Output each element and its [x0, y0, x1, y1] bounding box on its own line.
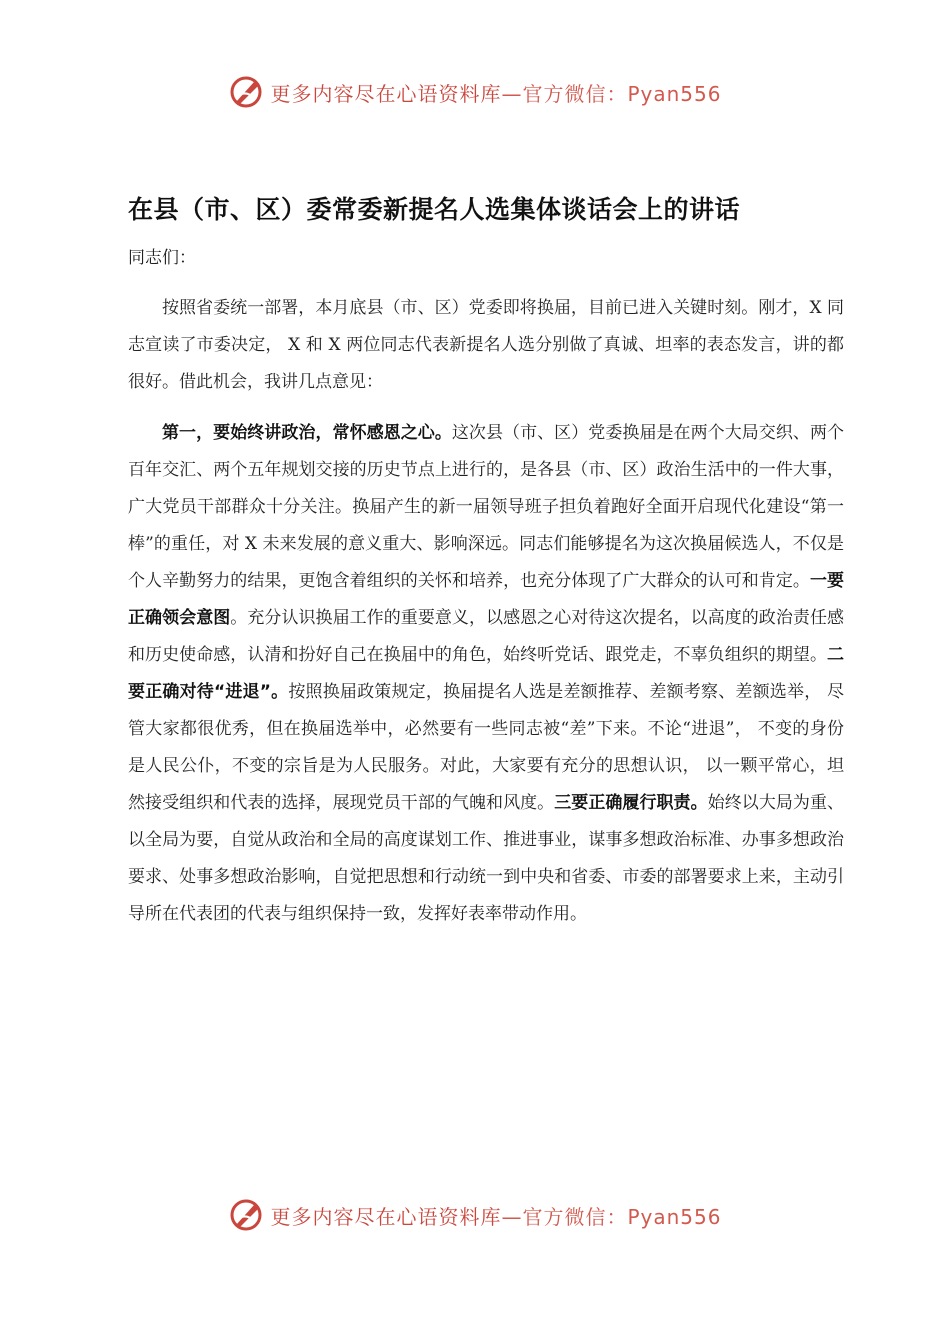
banner-text: [270, 1201, 721, 1230]
banner-text-main: 更多内容尽在心语资料库: [270, 1204, 502, 1229]
section-one-heading: 第一，要始终讲政治，常怀感恩之心。: [162, 423, 452, 443]
greeting: 同志们：: [128, 248, 196, 268]
document-title: 在县（市、区）委常委新提名人选集体谈话会上的讲话: [128, 195, 741, 224]
pen-seal-logo-icon: [228, 1197, 264, 1233]
point-three-heading: 三要正确履行职责。: [554, 793, 708, 813]
point-two-heading: 二要正确对待“进退”。: [128, 645, 844, 702]
section-one-text-4: 始终以大局为重、以全局为要，自觉从政治和全局的高度谋划工作、推进事业，谋事多想政治标准、办事多想政治要求、处事多想政治影响，自觉把思想和行动统一到中央和省委、市委的部署要求上来，主动引导所在代表团的代表与组织保持一致，发挥好表率带动作用。: [128, 793, 845, 924]
banner-text-wechat: —官方微信：Pyan556: [501, 1204, 722, 1229]
section-one-paragraph: [128, 415, 844, 933]
point-one-heading: 一要正确领会意图: [128, 571, 845, 628]
document-body: [128, 190, 844, 933]
banner-text-main: 更多内容尽在心语资料库: [270, 81, 502, 106]
intro-paragraph: 按照省委统一部署，本月底县（市、区）党委即将换届，目前已进入关键时刻。刚才，X 同志宣读了市委决定， X 和 X 两位同志代表新提名人选分别做了真诚、坦率的表态发言，讲的都很好。借此机会，我讲几点意见：: [128, 298, 844, 392]
banner-text-wechat: —官方微信：Pyan556: [501, 81, 722, 106]
header-watermark-banner: [0, 72, 950, 112]
pen-seal-logo-icon: [228, 74, 264, 110]
section-one-text-3: 按照换届政策规定，换届提名人选是差额推荐、差额考察、差额选举， 尽管大家都很优秀，但在换届选举中，必然要有一些同志被“差”下来。不论“进退”， 不变的身份是人民公仆，不变的宗旨是为人民服务。对此，大家要有充分的思想认识， 以一颗平常心，坦然接受组织和代表的选择，展现党员干部的气魄和风度。: [128, 682, 844, 813]
section-one-text-2: 。充分认识换届工作的重要意义，以感恩之心对待这次提名，以高度的政治责任感和历史使命感，认清和扮好自己在换届中的角色，始终听党话、跟党走，不辜负组织的期望。: [128, 608, 845, 665]
footer-watermark-banner: [0, 1195, 950, 1235]
banner-text: [270, 78, 721, 107]
section-one-text-1: 这次县（市、区）党委换届是在两个大局交织、两个百年交汇、两个五年规划交接的历史节点上进行的，是各县（市、区）政治生活中的一件大事，广大党员干部群众十分关注。换届产生的新一届领导班子担负着跑好全面开启现代化建设“第一棒”的重任，对 X 未来发展的意义重大、影响深远。同志们能够提名为这次换届候选人，不仅是个人辛勤努力的结果，更饱含着组织的关怀和培养，也充分体现了广大群众的认可和肯定。: [128, 423, 845, 591]
